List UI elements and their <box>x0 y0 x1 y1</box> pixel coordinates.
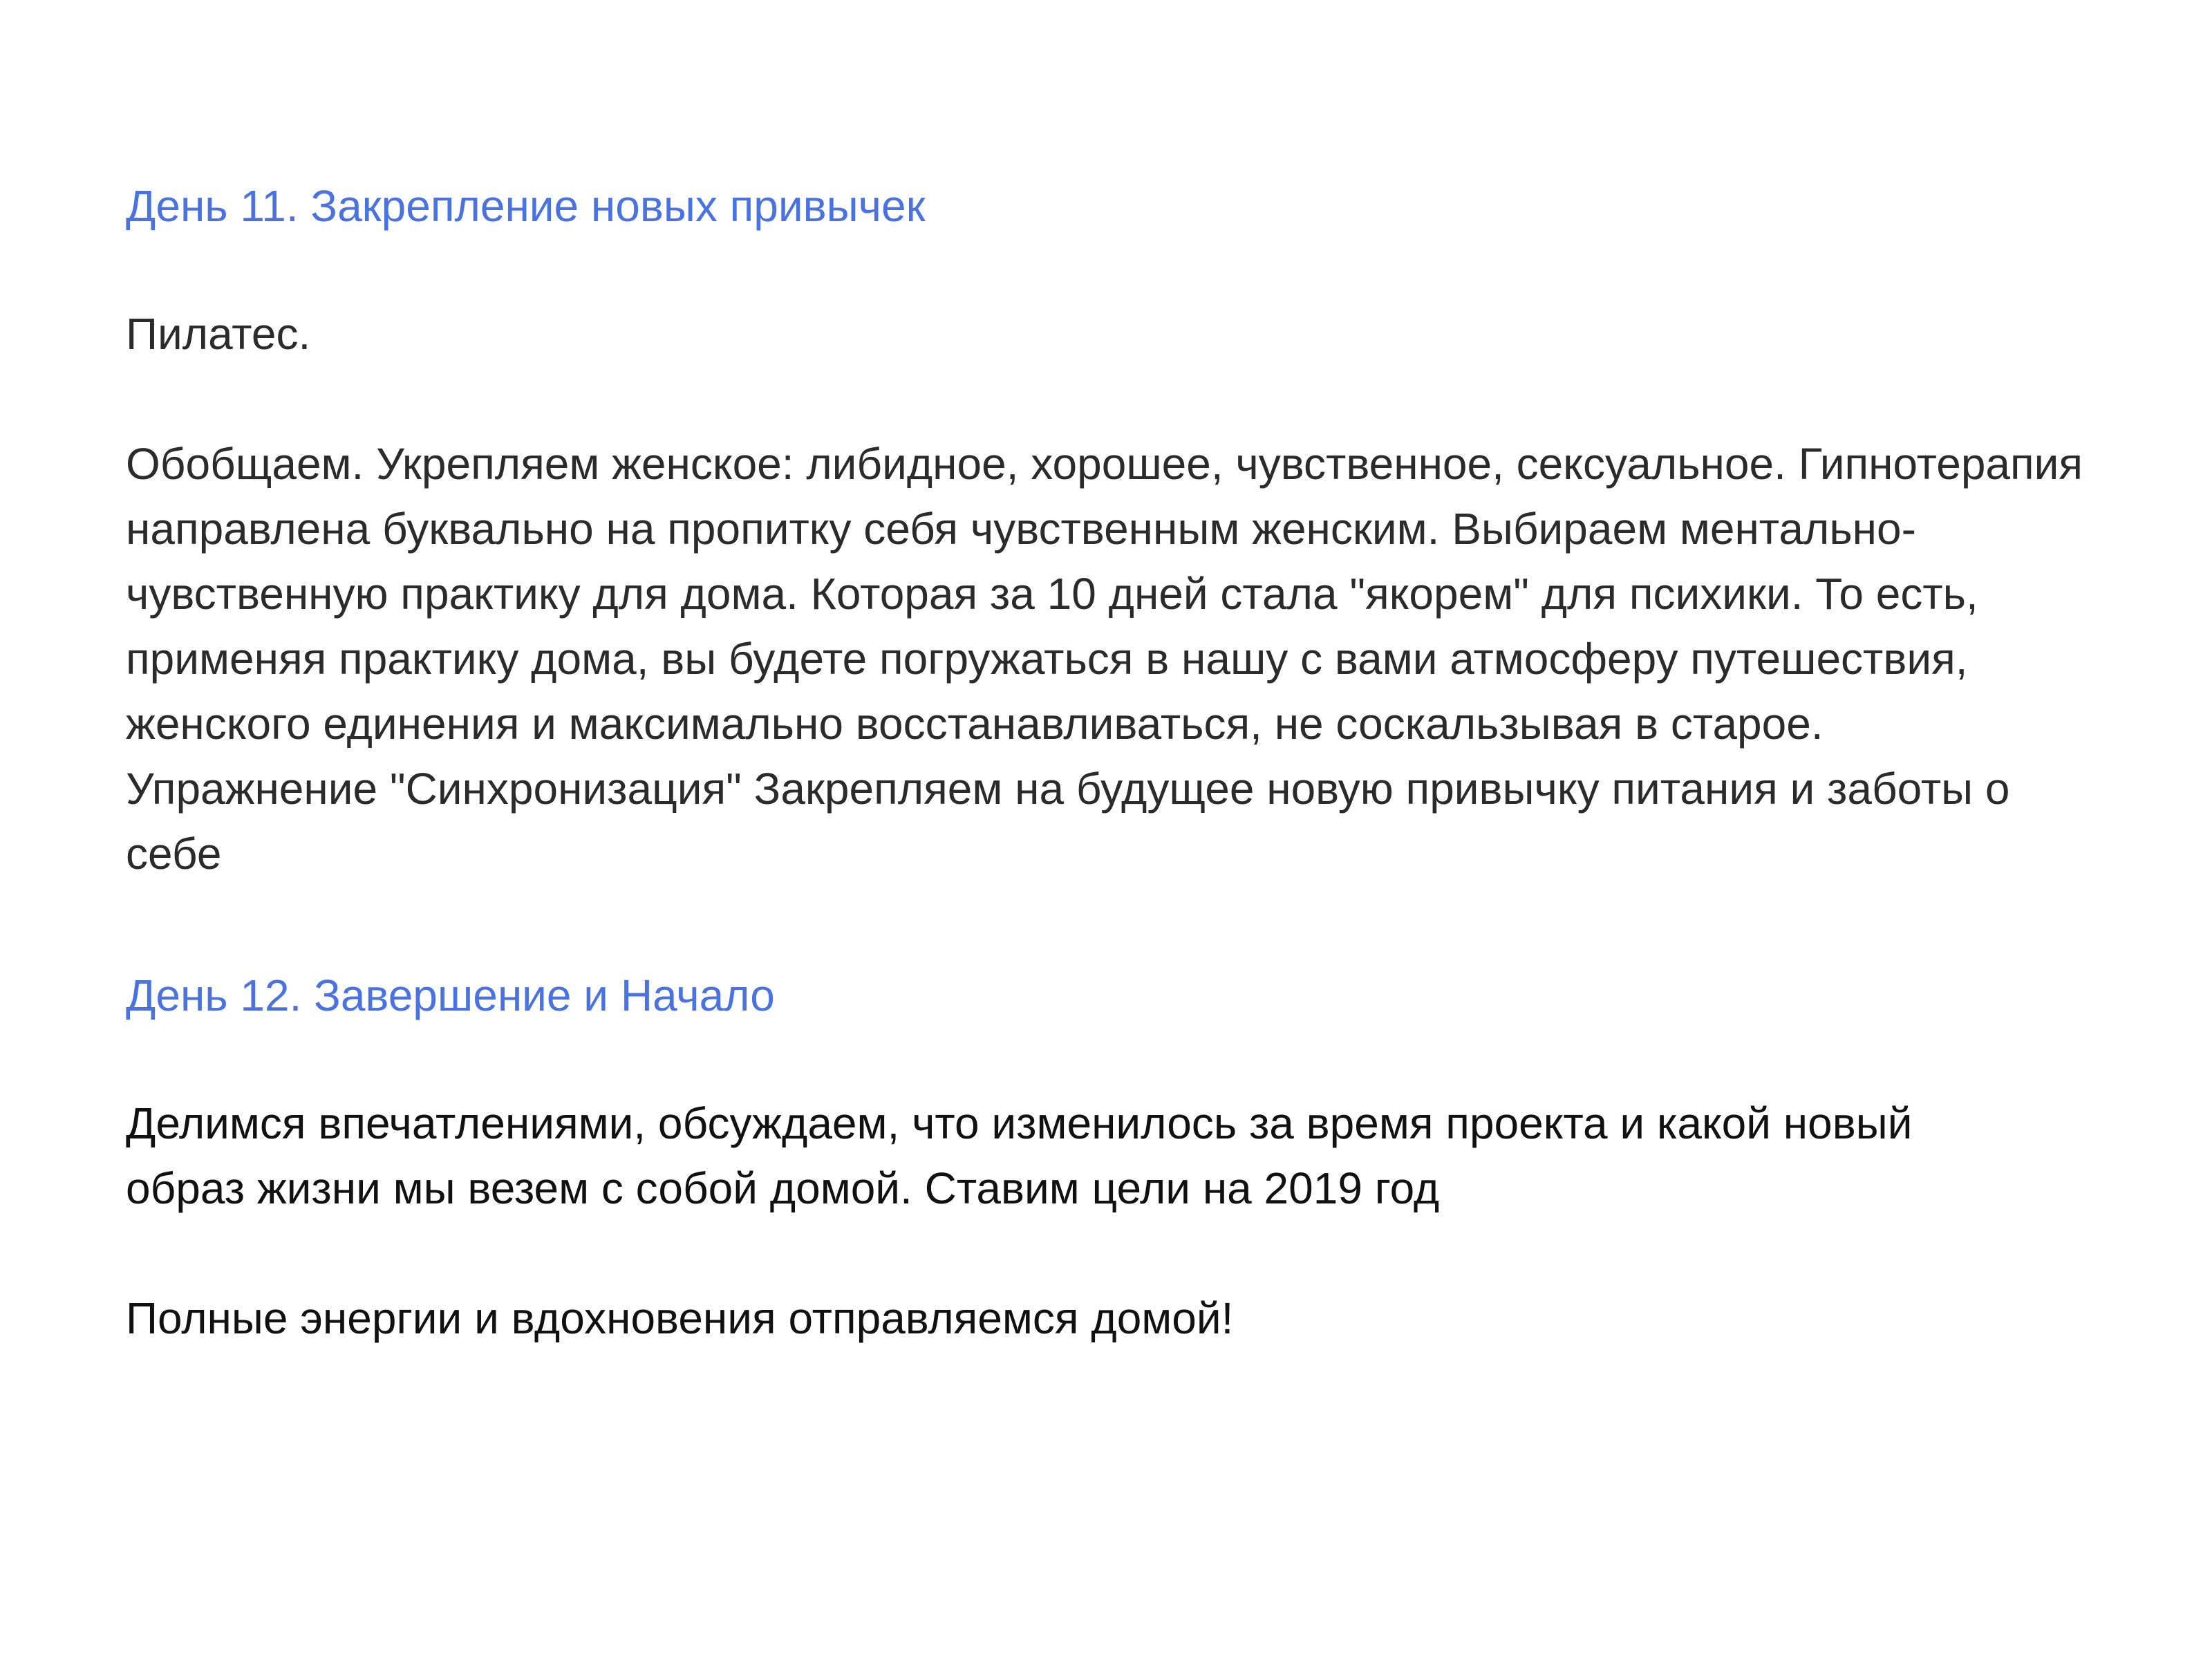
day-12-closing: Полные энергии и вдохновения отправляемся домой! <box>126 1293 1234 1343</box>
program-document <box>126 173 2193 1351</box>
day-12-description <box>126 1091 2193 1221</box>
day-11-line: направлена буквально на пропитку себя чувственным женским. Выбираем ментально- <box>126 504 1916 554</box>
day-11-line: себе <box>126 829 222 879</box>
day-11-line: Упражнение "Синхронизация" Закрепляем на будущее новую привычку питания и заботы о <box>126 764 2010 814</box>
day-11-line: чувственную практику для дома. Которая за 10 дней стала "якорем" для психики. То есть, <box>126 569 1978 619</box>
day-11-line: женского единения и максимально восстанавливаться, не соскальзывая в старое. <box>126 699 1824 749</box>
day-12-line: образ жизни мы везем с собой домой. Ставим цели на 2019 год <box>126 1163 1440 1213</box>
day-12-heading: День 12. Завершение и Начало <box>126 971 775 1020</box>
day-11-activity: Пилатес. <box>126 309 311 359</box>
day-11-description <box>126 431 2193 886</box>
day-11-line: применяя практику дома, вы будете погружаться в нашу с вами атмосферу путешествия, <box>126 634 1968 684</box>
day-11-heading: День 11. Закрепление новых привычек <box>126 181 926 231</box>
day-11-line: Обобщаем. Укрепляем женское: либидное, хорошее, чувственное, сексуальное. Гипнотерапия <box>126 439 2083 489</box>
day-12-line: Делимся впечатлениями, обсуждаем, что изменилось за время проекта и какой новый <box>126 1098 1913 1148</box>
